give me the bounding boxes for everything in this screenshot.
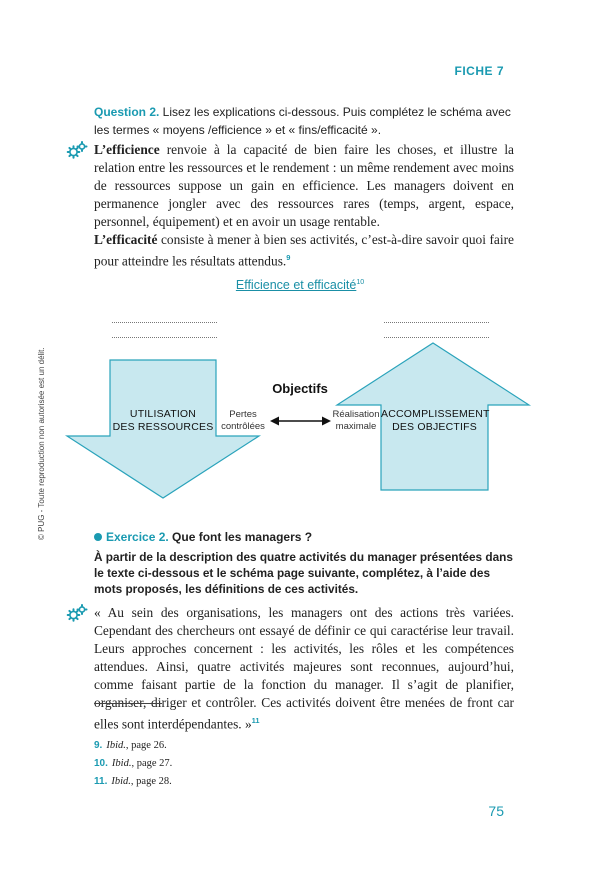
efficience-text: renvoie à la capacité de bien faire les choses, et illustre la relation entre les ressources et le rendement : un même rendement avec moins de ressources suppose un gain en efficience. Les managers doivent en permanence jongler avec des ressources rares (temps, argent, espace, personnel, équipement) et en avoir un usage rentable. bbox=[94, 142, 514, 229]
gears-icon bbox=[66, 603, 88, 623]
copyright-text: © PUG - Toute reproduction non autorisée est un délit. bbox=[37, 347, 46, 540]
footnote-ibid: Ibid. bbox=[111, 776, 131, 787]
objectifs-label: Objectifs bbox=[272, 381, 328, 396]
question-label: Question 2. bbox=[94, 105, 160, 119]
realisation-maximale-label bbox=[329, 409, 383, 433]
efficience-term: L’efficience bbox=[94, 142, 160, 157]
efficacite-text: consiste à mener à bien ses activités, c’est-à-dire savoir quoi faire pour atteindre les résultats attendus. bbox=[94, 232, 514, 269]
footnote-ref-10: 10 bbox=[356, 278, 365, 286]
footnote-ref-11: 11 bbox=[251, 716, 260, 725]
left-arrow-label-line-1: UTILISATION bbox=[129, 408, 197, 420]
exercise-title: Que font les managers ? bbox=[168, 530, 313, 544]
pertes-line-2: contrôlées bbox=[221, 421, 265, 432]
footnote-number: 10. bbox=[94, 758, 108, 769]
exercise-label: Exercice 2. bbox=[106, 530, 169, 544]
footnote-ibid: Ibid. bbox=[106, 740, 126, 751]
left-arrow-label-line-2: DES RESSOURCES bbox=[112, 421, 214, 433]
quote-paragraph bbox=[94, 604, 514, 733]
efficacite-term: L’efficacité bbox=[94, 232, 158, 247]
exercise-2-heading bbox=[94, 530, 312, 544]
page-number: 75 bbox=[488, 803, 504, 819]
quote-text: « Au sein des organisations, les managers ont des actions très variées. Cependant des chercheurs ont essayé de définir ce qui caractérise leur travail. Leurs approches concernent : les activités, les rôles et les compétences attendues. Ainsi, quatre activités majeures sont reconnues, aujourd’hui, comme faisant partie de la fonction du manager. Il s’agit de planifier, organiser, diriger et contrôler. Ces activités doivent être menées de front car elles sont interdépendantes. » bbox=[94, 605, 514, 732]
right-arrow-label-line-2: DES OBJECTIFS bbox=[392, 421, 477, 433]
right-arrow-label bbox=[381, 408, 488, 434]
exercise-instructions: À partir de la description des quatre activités du manager présentées dans le texte ci-dessous et le schéma page suivante, complétez, à l’aide des mots proposés, les définitions de ces activités. bbox=[94, 550, 513, 596]
bullet-icon bbox=[94, 533, 102, 541]
question-text: Lisez les explications ci-dessous. Puis complétez le schéma avec les termes « moyens /efficience » et « fins/efficacité ». bbox=[94, 105, 511, 137]
footnote-ibid: Ibid. bbox=[111, 758, 132, 769]
footnote-9 bbox=[94, 740, 167, 751]
footnote-rest: , page 27. bbox=[131, 758, 173, 769]
footnote-number: 9. bbox=[94, 740, 103, 751]
realisation-line-2: maximale bbox=[335, 421, 377, 432]
right-arrow-label-line-1: ACCOMPLISSEMENT bbox=[381, 408, 490, 420]
double-arrow-icon bbox=[270, 417, 331, 426]
footnote-ref-9: 9 bbox=[286, 253, 291, 262]
footnote-number: 11. bbox=[94, 776, 108, 787]
pertes-line-1: Pertes bbox=[229, 409, 257, 420]
realisation-line-1: Réalisation bbox=[332, 409, 380, 420]
footnote-10 bbox=[94, 758, 172, 769]
diagram-title-text: Efficience et efficacité bbox=[235, 278, 357, 292]
fiche-label: FICHE 7 bbox=[454, 64, 504, 78]
footnote-rest: , page 26. bbox=[125, 740, 167, 751]
footnote-11 bbox=[94, 776, 172, 787]
footnote-divider bbox=[94, 703, 162, 704]
footnote-rest: , page 28. bbox=[130, 776, 172, 787]
pertes-controlees-label bbox=[216, 409, 270, 433]
left-arrow-label bbox=[110, 408, 216, 434]
